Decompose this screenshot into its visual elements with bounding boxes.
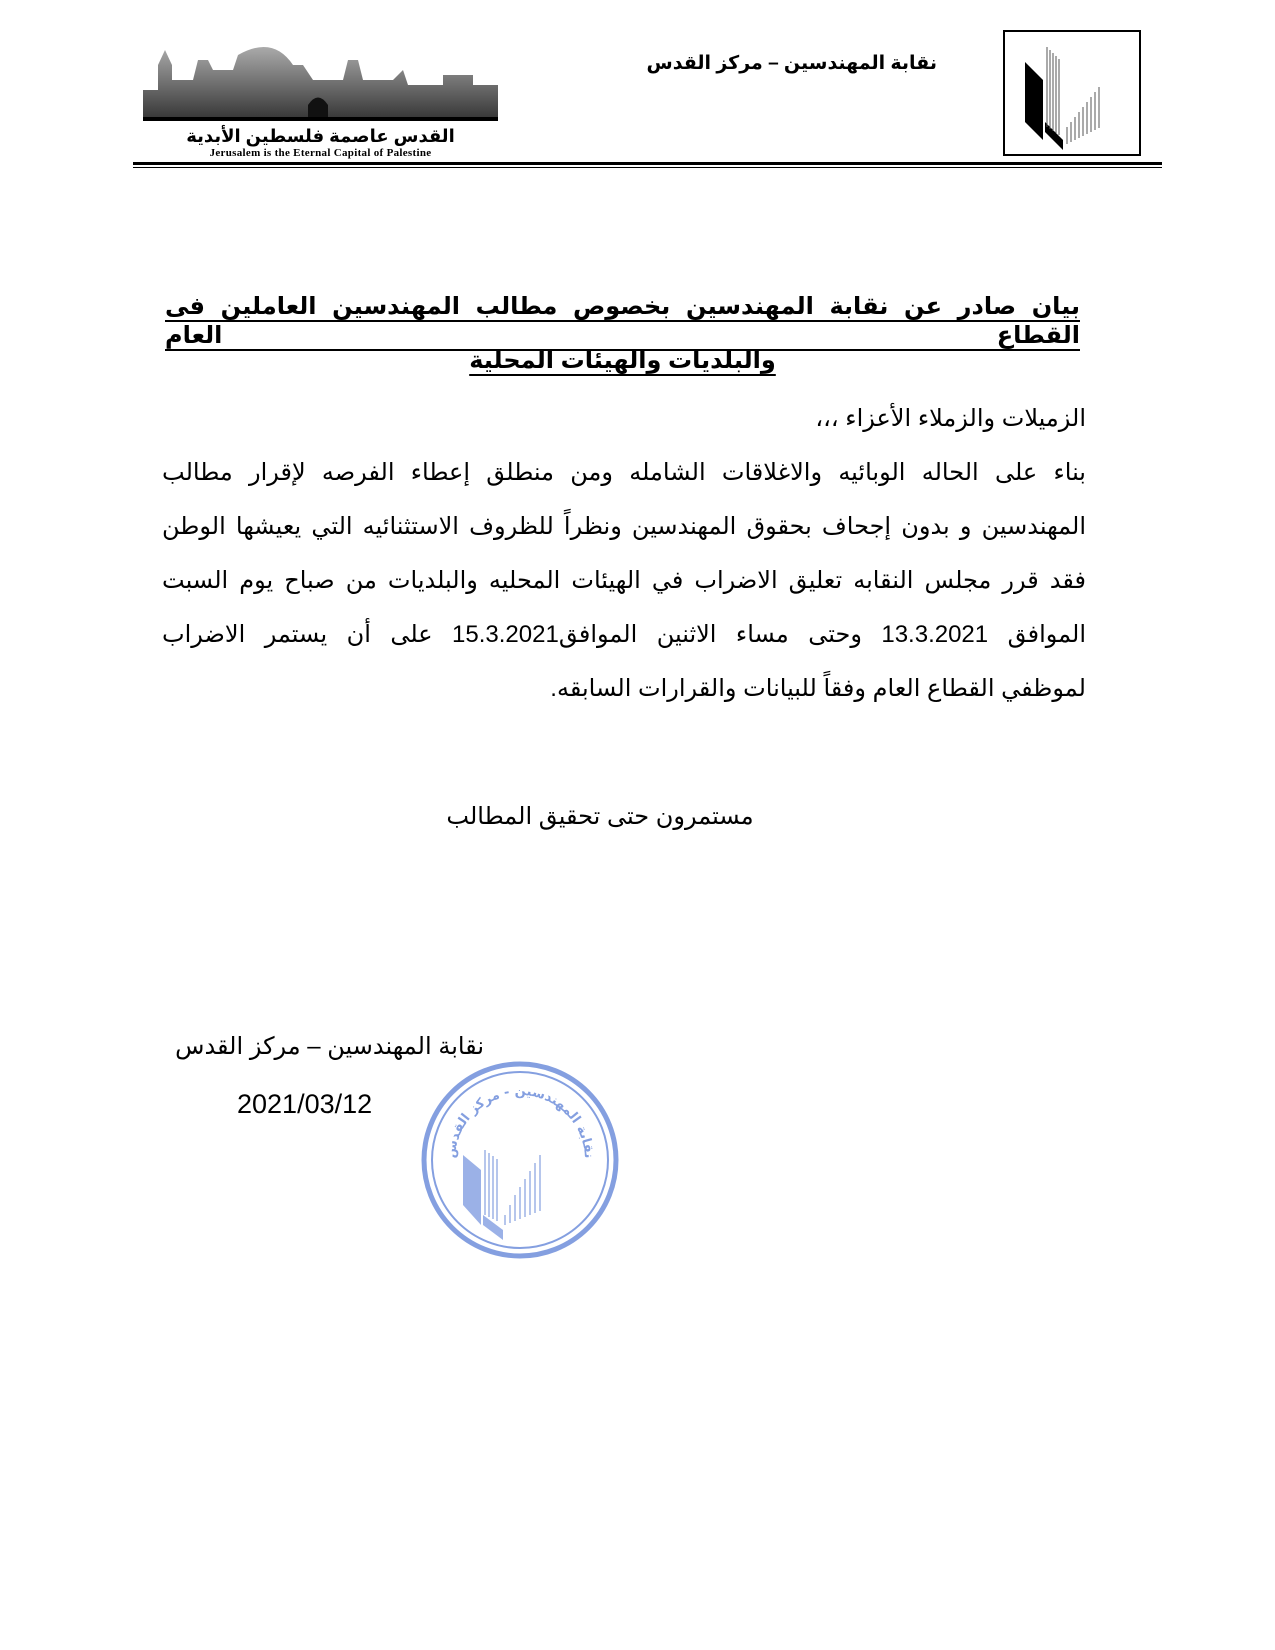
signature-name: نقابة المهندسين – مركز القدس bbox=[175, 1033, 484, 1060]
statement-title-line-1: بيان صادر عن نقابة المهندسين بخصوص مطالب المهندسين العاملين فى القطاع العام bbox=[165, 293, 1080, 349]
svg-text:نقابة المهندسين - مركز القدس: نقابة المهندسين - مركز القدس bbox=[443, 1083, 597, 1160]
banner-arabic-caption: القدس عاصمة فلسطين الأبدية bbox=[186, 126, 455, 146]
union-logo bbox=[1003, 30, 1141, 156]
union-logo-icon bbox=[1005, 32, 1139, 154]
header-divider-thin bbox=[133, 167, 1162, 168]
union-stamp bbox=[415, 1055, 625, 1265]
greeting: الزميلات والزملاء الأعزاء ،،، bbox=[815, 405, 1086, 432]
header-divider bbox=[133, 162, 1162, 165]
org-name: نقابة المهندسين – مركز القدس bbox=[646, 53, 937, 74]
stamp-seal-icon bbox=[415, 1055, 625, 1265]
body-line: المهندسين و بدون إجحاف بحقوق المهندسين ونظراً للظروف الاستثنائيه التي يعيشها الوطن bbox=[162, 513, 1086, 540]
statement-title-line-2: والبلديات والهيئات المحلية bbox=[469, 347, 776, 374]
body-line: فقد قرر مجلس النقابه تعليق الاضراب في الهيئات المحليه والبلديات من صباح يوم السبت bbox=[162, 567, 1086, 594]
signature-date: 2021/03/12 bbox=[237, 1089, 373, 1119]
body-line: الموافق 13.3.2021 وحتى مساء الاثنين الموافق15.3.2021 على أن يستمر الاضراب bbox=[162, 621, 1086, 648]
body-line: بناء على الحاله الوبائيه والاغلاقات الشامله ومن منطلق إعطاء الفرصه لإقرار مطالب bbox=[162, 459, 1086, 486]
body-line: لموظفي القطاع العام وفقاً للبيانات والقرارات السابقه. bbox=[550, 675, 1086, 702]
jerusalem-skyline-image bbox=[143, 45, 498, 121]
closing-line: مستمرون حتى تحقيق المطالب bbox=[446, 803, 754, 830]
banner-english-caption: Jerusalem is the Eternal Capital of Palestine bbox=[209, 147, 432, 159]
